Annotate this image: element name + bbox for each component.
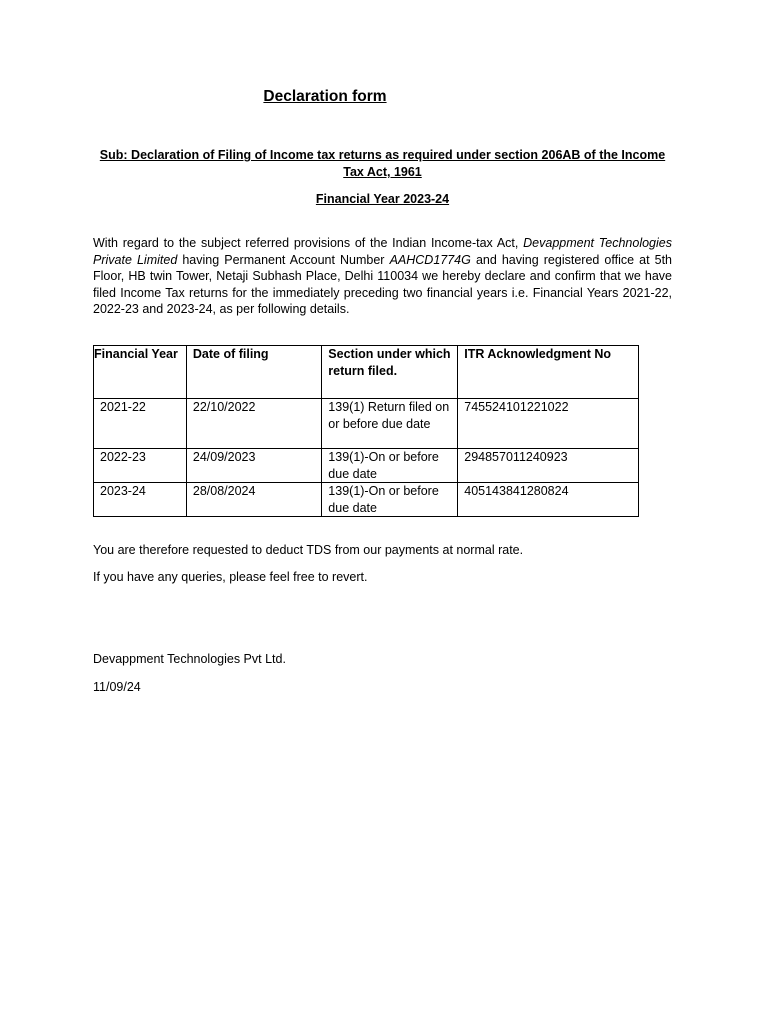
- cell-section: 139(1)-On or before due date: [322, 449, 458, 483]
- declaration-paragraph: [93, 235, 672, 318]
- header-date-of-filing: Date of filing: [186, 346, 321, 399]
- cell-itr-ack-no: 294857011240923: [458, 449, 639, 483]
- company-name: Devappment Technologies Private Limited: [93, 236, 672, 267]
- cell-itr-ack-no: 745524101221022: [458, 399, 639, 449]
- cell-section: 139(1) Return filed on or before due date: [322, 399, 458, 449]
- subject-line: Sub: Declaration of Filing of Income tax returns as required under section 206AB of the Income Tax Act, 1961: [99, 148, 666, 179]
- cell-financial-year: 2021-22: [94, 399, 187, 449]
- itr-filings-table: [93, 345, 639, 517]
- pan-number: AAHCD1774G: [389, 252, 471, 267]
- page-title: Declaration form: [263, 88, 387, 105]
- tds-request-line: You are therefore requested to deduct TDS from our payments at normal rate.: [93, 543, 524, 557]
- header-itr-ack-no: ITR Acknowledgment No: [458, 346, 639, 399]
- queries-line: If you have any queries, please feel free to revert.: [93, 570, 368, 584]
- paragraph-text-2: having Permanent Account Number: [182, 252, 385, 267]
- paragraph-text-1: With regard to the subject referred provisions of the Indian Income-tax Act,: [93, 236, 519, 250]
- cell-date-of-filing: 24/09/2023: [186, 449, 321, 483]
- financial-year-heading: Financial Year 2023-24: [315, 192, 450, 206]
- header-financial-year: Financial Year: [94, 346, 187, 399]
- cell-date-of-filing: 22/10/2022: [186, 399, 321, 449]
- cell-date-of-filing: 28/08/2024: [186, 483, 321, 517]
- cell-itr-ack-no: 405143841280824: [458, 483, 639, 517]
- table-row: [94, 449, 639, 483]
- cell-financial-year: 2023-24: [94, 483, 187, 517]
- cell-financial-year: 2022-23: [94, 449, 187, 483]
- header-section: Section under which return filed.: [322, 346, 458, 399]
- paragraph-text-3: and having registered office at 5th Floor, HB twin Tower, Netaji Subhash Place, Delhi 110034 we hereby declare and confirm that we have filed Income Tax returns for the immediately preceding two financial years i.e. Financial Years 2021-22, 2022-23 and 2023-24, as per following details.: [93, 252, 672, 316]
- signatory-company: Devappment Technologies Pvt Ltd.: [93, 652, 286, 666]
- table-header-row: [94, 346, 639, 399]
- table-row: [94, 399, 639, 449]
- cell-section: 139(1)-On or before due date: [322, 483, 458, 517]
- signature-date: 11/09/24: [93, 680, 141, 694]
- table-row: [94, 483, 639, 517]
